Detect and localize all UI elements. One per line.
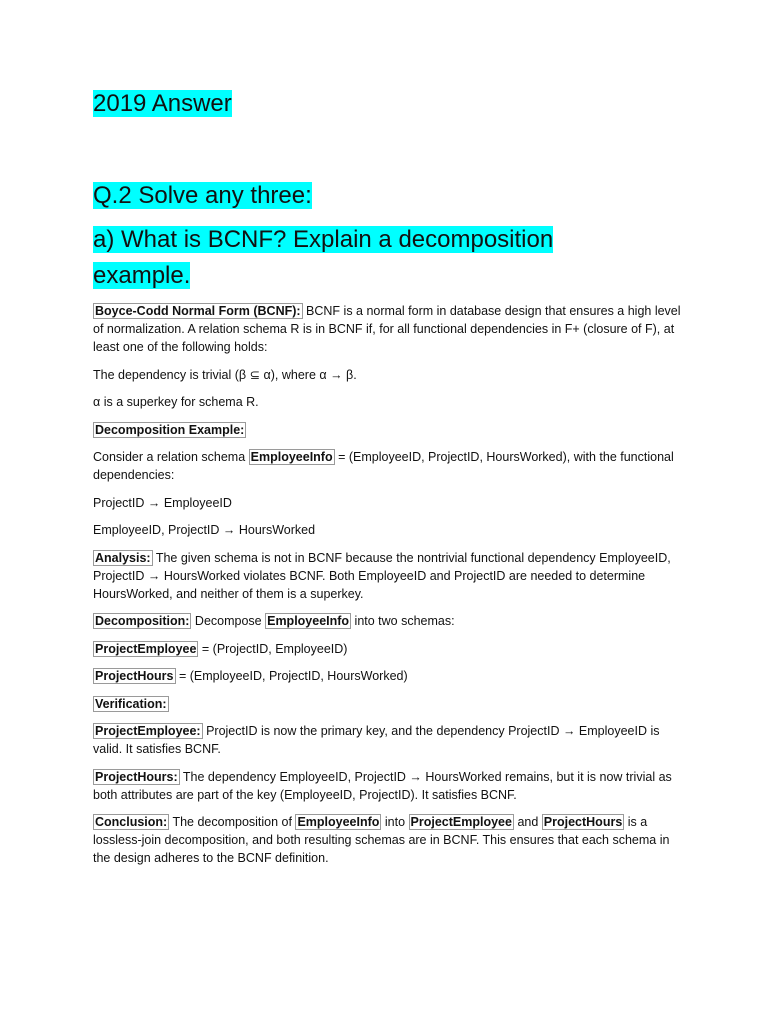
analysis-text: The given schema is not in BCNF because the nontrivial functional dependency EmployeeID, ProjectID → HoursWorked violates BCNF. Both EmployeeID and ProjectID are needed to determine HoursWorked, and neither of them is a superkey. (93, 550, 671, 601)
term-projectemployee: ProjectEmployee (95, 641, 197, 656)
term-analysis: Analysis: (95, 550, 151, 565)
term-projecthours-2: ProjectHours: (95, 769, 178, 784)
schema-projecthours-text: = (EmployeeID, ProjectID, HoursWorked) (175, 669, 408, 683)
condition-trivial: The dependency is trivial (β ⊆ α), where α → β. (93, 367, 357, 382)
schema-projecthours (93, 667, 681, 685)
bcnf-definition (93, 302, 681, 356)
term-conclusion: Conclusion: (95, 815, 168, 829)
decomposition-text: Decompose (191, 614, 266, 628)
term-projectemployee-2: ProjectEmployee: (95, 724, 201, 738)
term-decomposition: Decomposition: (95, 614, 190, 628)
answer-body (93, 302, 681, 877)
term-decomposition-example: Decomposition Example: (95, 422, 245, 437)
term-employeeinfo: EmployeeInfo (250, 450, 333, 464)
question-heading (93, 178, 312, 214)
schema-intro-text: Consider a relation schema (93, 450, 249, 464)
verify-projecthours (93, 768, 681, 804)
analysis (93, 549, 681, 603)
conclusion-text-4: is a lossless-join decomposition, and both resulting schemas are in BCNF. This ensures that each schema in the design adheres to the BCNF definition. (93, 815, 670, 865)
schema-projectemployee-text: = (ProjectID, EmployeeID) (198, 641, 348, 656)
condition-superkey: α is a superkey for schema R. (93, 395, 259, 409)
fd-2: EmployeeID, ProjectID → HoursWorked (93, 523, 316, 537)
subquestion-heading-text: a) What is BCNF? Explain a decomposition example. (93, 226, 554, 289)
verify-projectemployee (93, 722, 681, 758)
year-heading (93, 86, 232, 122)
conclusion-text-2: into (381, 815, 409, 829)
term-bcnf: Boyce-Codd Normal Form (BCNF): (95, 304, 301, 318)
schema-intro-text-2: = (EmployeeID, ProjectID, HoursWorked), with the functional dependencies: (93, 450, 674, 482)
term-employeeinfo-3: EmployeeInfo (297, 815, 380, 829)
decomposition-example-label (93, 421, 681, 439)
decomposition (93, 612, 681, 630)
term-employeeinfo-2: EmployeeInfo (267, 614, 350, 628)
term-verification: Verification: (95, 696, 167, 711)
verification-label (93, 695, 681, 713)
fd-1: ProjectID → EmployeeID (93, 495, 232, 510)
bcnf-definition-text: BCNF is a normal form in database design that ensures a high level of normalization. A relation schema R is in BCNF if, for all functional dependencies in F+ (closure of F), at least one of the following holds: (93, 304, 681, 354)
schema-projectemployee (93, 640, 681, 658)
term-projectemployee-3: ProjectEmployee (410, 815, 512, 829)
term-projecthours: ProjectHours (95, 669, 174, 683)
decomposition-text-2: into two schemas: (351, 614, 455, 628)
conclusion (93, 813, 681, 867)
subquestion-heading (93, 222, 653, 294)
schema-intro (93, 448, 681, 484)
term-projecthours-3: ProjectHours (543, 815, 623, 829)
conclusion-text-3: and (513, 815, 542, 829)
year-heading-text: 2019 Answer (93, 90, 232, 117)
conclusion-text-1: The decomposition of (169, 815, 296, 829)
verify-projectemployee-text: ProjectID is now the primary key, and the dependency ProjectID → EmployeeID is valid. It satisfies BCNF. (93, 724, 660, 756)
verify-projecthours-text: The dependency EmployeeID, ProjectID → HoursWorked remains, but it is now trivial as both attributes are part of the key (EmployeeID, ProjectID). It satisfies BCNF. (93, 769, 672, 802)
question-heading-text: Q.2 Solve any three: (93, 182, 312, 209)
